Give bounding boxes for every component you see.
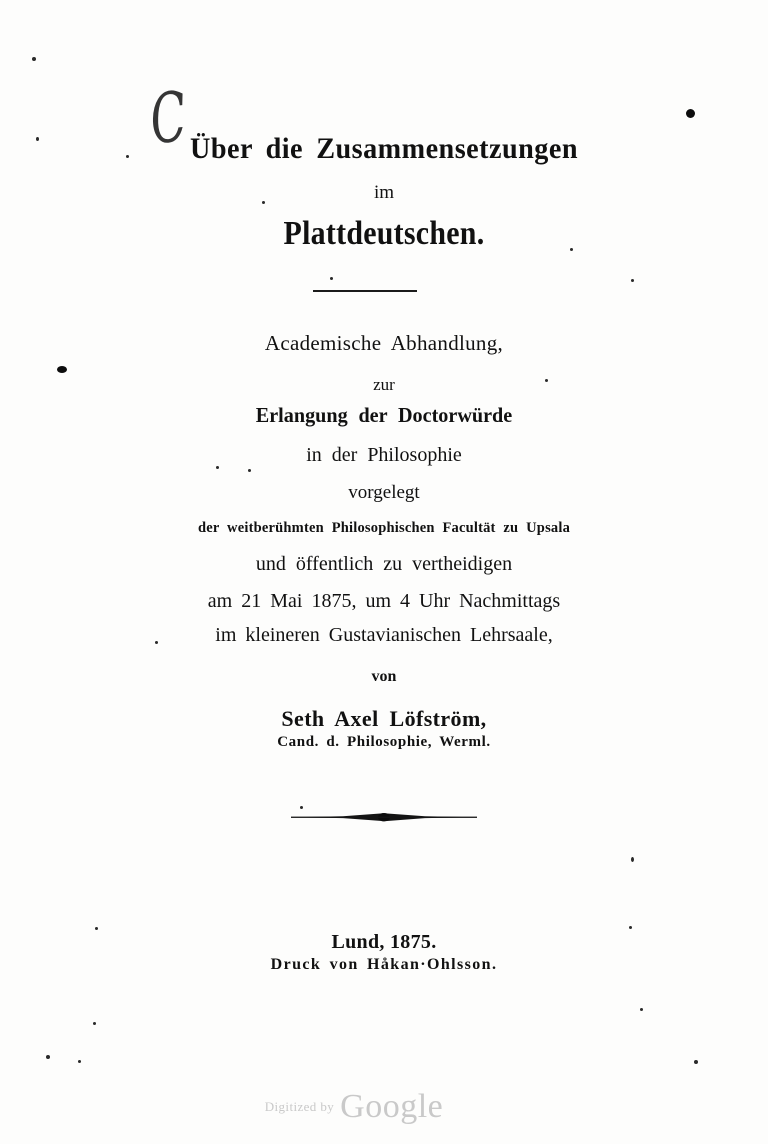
scan-speck (640, 1008, 643, 1011)
field-line: in der Philosophie (306, 444, 462, 466)
divider-rule (313, 290, 417, 292)
scan-speck (694, 1060, 698, 1064)
handwritten-mark: C (146, 76, 191, 160)
digitization-watermark (0, 1088, 768, 1126)
scan-speck (300, 806, 303, 809)
imprint-printer: Druck von Håkan·Ohlsson. (270, 956, 498, 973)
degree-line: Erlangung der Doctorwürde (255, 403, 513, 427)
scan-speck (46, 1055, 50, 1059)
ink-blot (57, 366, 67, 373)
watermark-brand: Google (340, 1088, 444, 1125)
scan-speck (95, 927, 98, 930)
scan-speck (629, 926, 632, 929)
author-credentials: Cand. d. Philosophie, Werml. (277, 734, 491, 750)
watermark-prefix: Digitized by (264, 1099, 335, 1114)
ink-blot (686, 109, 695, 118)
scan-speck (93, 1022, 96, 1025)
ornament-divider (291, 810, 477, 824)
faculty-line: der weitberühmten Philosophischen Facultät zu Upsala (197, 520, 571, 536)
scan-speck (216, 466, 219, 469)
submitted-label: vorgelegt (348, 482, 420, 503)
page-title: Über die Zusammensetzungen (189, 132, 579, 165)
scan-speck (330, 277, 333, 280)
dissertation-kind: Academische Abhandlung, (264, 331, 504, 355)
defence-line: und öffentlich zu vertheidigen (255, 553, 513, 575)
author-by-label: von (371, 668, 397, 685)
scan-speck (631, 857, 634, 862)
scan-speck (32, 57, 36, 61)
scan-speck (78, 1060, 81, 1063)
purpose-intro: zur (373, 375, 395, 394)
scan-speck (248, 469, 251, 472)
defence-venue: im kleineren Gustavianischen Lehrsaale, (215, 624, 553, 646)
defence-date-time: am 21 Mai 1875, um 4 Uhr Nachmittags (207, 590, 561, 612)
title-connector: im (373, 182, 395, 203)
imprint-place-year: Lund, 1875. (331, 931, 437, 953)
title-subject: Plattdeutschen. (283, 215, 485, 252)
scan-speck (631, 279, 634, 282)
author-name: Seth Axel Löfström, (281, 706, 487, 731)
